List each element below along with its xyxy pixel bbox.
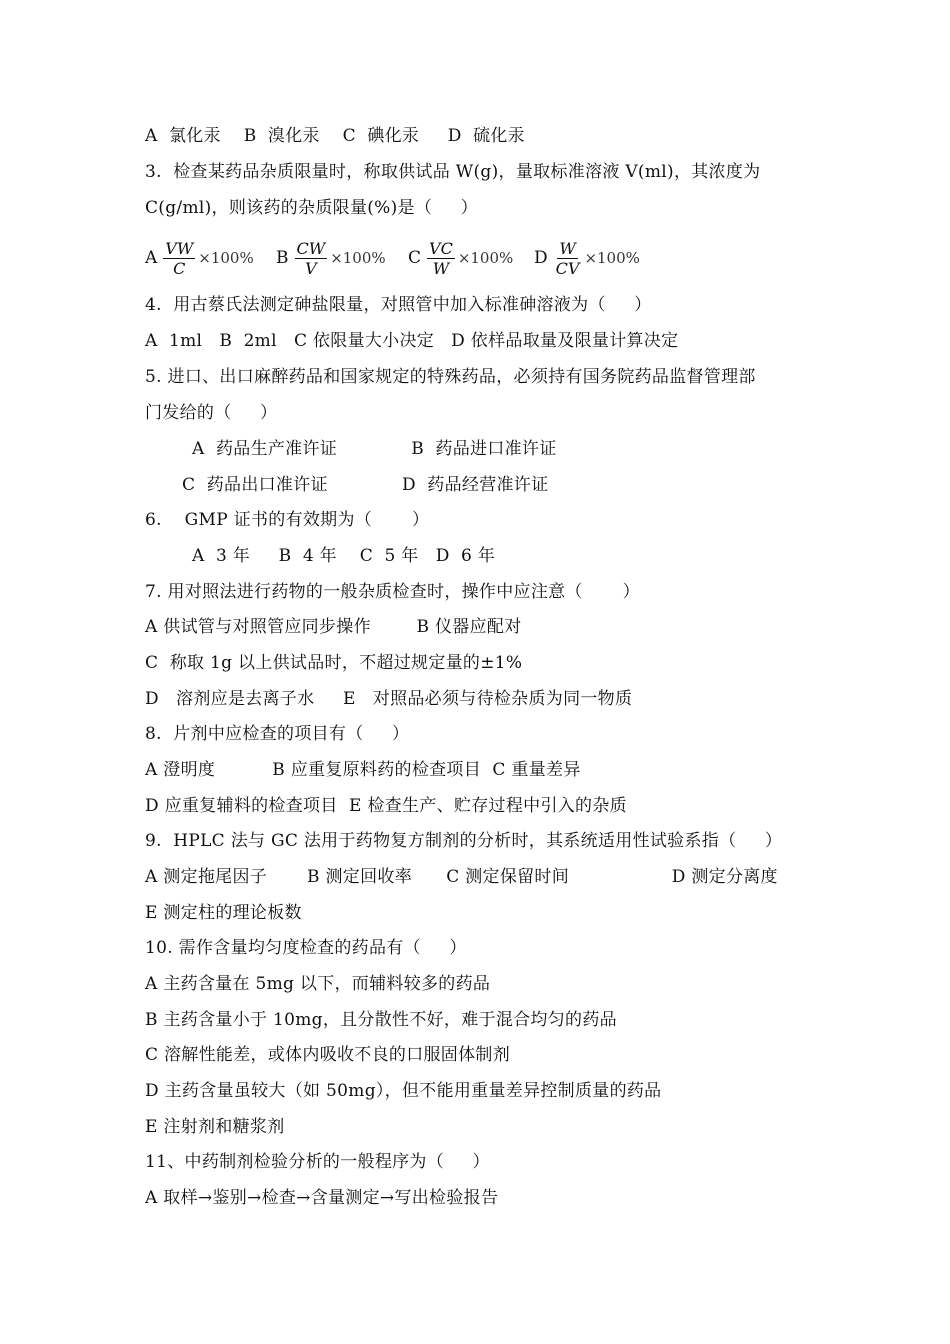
q10-option-d: D 主药含量虽较大（如 50mg），但不能用重量差异控制质量的药品 (145, 1081, 662, 1101)
q2-options: A 氯化汞 B 溴化汞 C 碘化汞 D 硫化汞 (145, 126, 525, 146)
fraction-option-d (534, 234, 640, 282)
q10-option-e: E 注射剂和糖浆剂 (145, 1117, 285, 1137)
denominator: C (173, 258, 186, 278)
q3-stem-cont: C(g/ml)，则该药的杂质限量(%)是（ ） (145, 198, 478, 218)
q5-stem-cont: 门发给的（ ） (145, 403, 278, 423)
numerator: W (559, 238, 576, 258)
denominator: CV (555, 258, 580, 278)
q10-option-b: B 主药含量小于 10mg，且分散性不好，难于混合均匀的药品 (145, 1010, 617, 1030)
option-letter: D (534, 248, 548, 268)
q5-options-cd: C 药品出口准许证 D 药品经营准许证 (182, 475, 549, 495)
q11-stem: 11、中药制剂检验分析的一般程序为（ ） (145, 1152, 490, 1172)
q6-stem: 6. GMP 证书的有效期为（ ） (145, 510, 430, 530)
q7-stem: 7. 用对照法进行药物的一般杂质检查时，操作中应注意（ ） (145, 582, 640, 602)
q7-options-ab: A 供试管与对照管应同步操作 B 仪器应配对 (145, 617, 522, 637)
fraction (427, 239, 455, 278)
numerator: VC (429, 238, 453, 258)
denominator: V (305, 258, 317, 278)
q4-stem: 4. 用古蔡氏法测定砷盐限量，对照管中加入标准砷溶液为（ ） (145, 295, 652, 315)
q7-option-c: C 称取 1g 以上供试品时，不超过规定量的±1% (145, 653, 523, 673)
q10-stem: 10. 需作含量均匀度检查的药品有（ ） (145, 938, 467, 958)
percent-suffix: ×100% (584, 249, 640, 267)
q7-options-de: D 溶剂应是去离子水 E 对照品必须与待检杂质为同一物质 (145, 689, 633, 709)
denominator: W (432, 258, 450, 278)
q8-stem: 8. 片剂中应检查的项目有（ ） (145, 724, 410, 744)
q5-stem: 5. 进口、出口麻醉药品和国家规定的特殊药品，必须持有国务院药品监督管理部 (145, 367, 756, 387)
q8-options-de: D 应重复辅料的检查项目 E 检查生产、贮存过程中引入的杂质 (145, 796, 627, 816)
numerator: CW (296, 238, 326, 258)
fraction-option-b (276, 234, 386, 282)
option-letter: A (145, 248, 158, 268)
q5-options-ab: A 药品生产准许证 B 药品进口准许证 (192, 439, 557, 459)
option-letter: B (276, 248, 289, 268)
fraction-option-c (408, 234, 513, 282)
q10-option-c: C 溶解性能差，或体内吸收不良的口服固体制剂 (145, 1045, 511, 1065)
fraction (295, 239, 328, 278)
option-letter: C (408, 248, 422, 268)
q10-option-a: A 主药含量在 5mg 以下，而辅料较多的药品 (145, 974, 491, 994)
q3-stem: 3. 检查某药品杂质限量时，称取供试品 W(g)，量取标准溶液 V(ml)，其浓度为 (145, 162, 761, 182)
q4-options: A 1ml B 2ml C 依限量大小决定 D 依样品取量及限量计算决定 (145, 331, 679, 351)
q11-option-a: A 取样→鉴别→检查→含量测定→写出检验报告 (145, 1188, 499, 1208)
q6-options: A 3 年 B 4 年 C 5 年 D 6 年 (192, 546, 496, 566)
fraction (554, 239, 582, 278)
fraction-option-a (145, 234, 254, 282)
numerator: VW (165, 238, 194, 258)
fraction (163, 239, 195, 278)
q9-option-e: E 测定柱的理论板数 (145, 903, 302, 923)
q8-options-abc: A 澄明度 B 应重复原料药的检查项目 C 重量差异 (145, 760, 581, 780)
percent-suffix: ×100% (198, 249, 254, 267)
q9-options-abcd: A 测定拖尾因子 B 测定回收率 C 测定保留时间 D 测定分离度 (145, 867, 778, 887)
percent-suffix: ×100% (457, 249, 514, 267)
q9-stem: 9. HPLC 法与 GC 法用于药物复方制剂的分析时，其系统适用性试验系指（ ） (145, 831, 783, 851)
percent-suffix: ×100% (330, 249, 386, 267)
